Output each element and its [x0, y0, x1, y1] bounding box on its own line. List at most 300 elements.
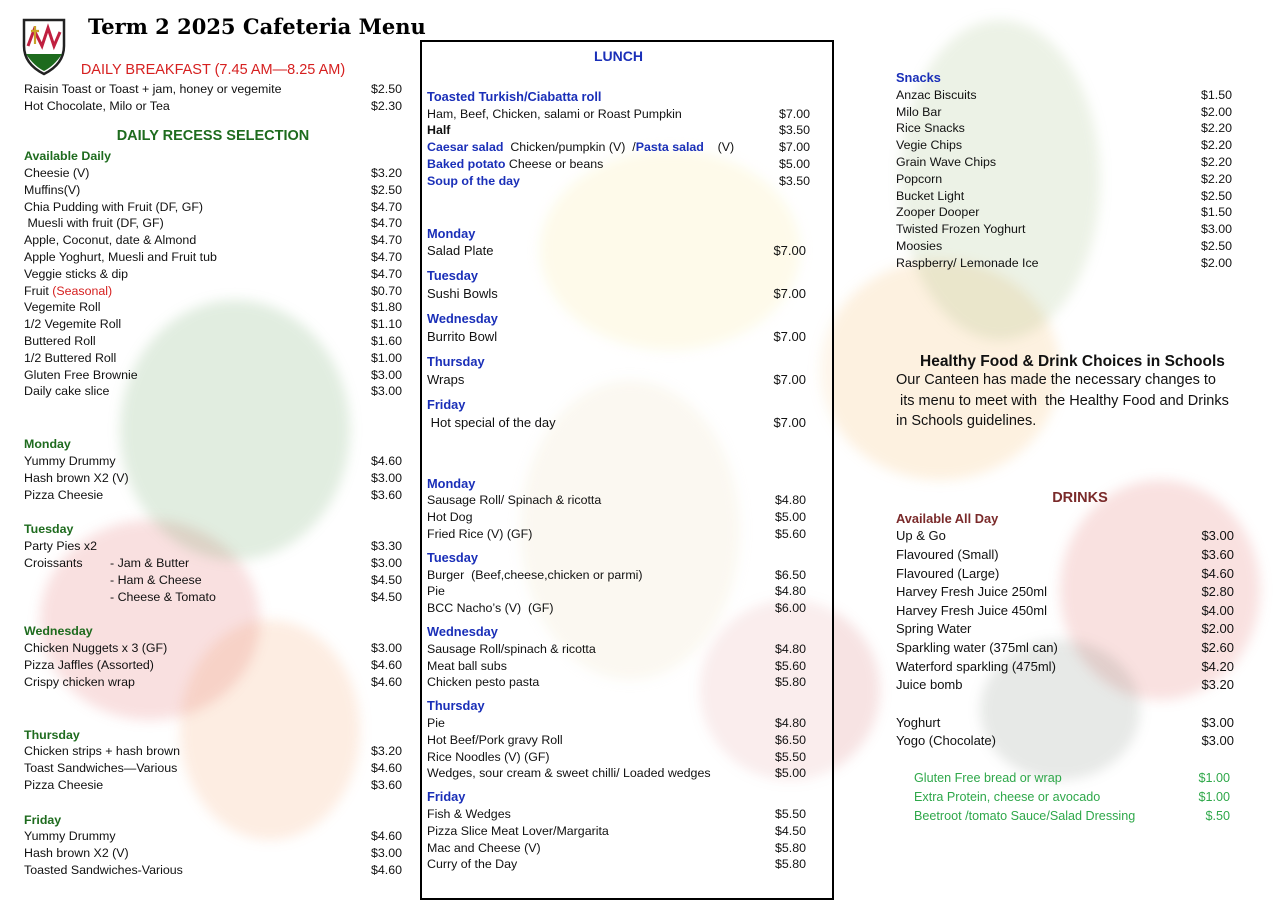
menu-item — [24, 845, 402, 862]
item-price: $5.60 — [774, 526, 806, 541]
healthy-heading: Healthy Food & Drink Choices in Schools — [920, 352, 1225, 370]
item-price: $3.00 — [370, 555, 402, 570]
item-price: $1.50 — [1200, 87, 1232, 102]
menu-item — [24, 249, 402, 266]
snacks-list — [896, 87, 1232, 272]
menu-item — [427, 173, 810, 190]
item-price: $7.00 — [778, 140, 810, 155]
item-price: $4.80 — [774, 641, 806, 656]
menu-item — [427, 658, 810, 675]
menu-item — [896, 87, 1232, 104]
menu-item — [427, 526, 810, 543]
menu-item — [427, 156, 810, 173]
item-price: $4.80 — [774, 715, 806, 730]
wednesday-label: Wednesday — [24, 624, 93, 639]
item-name: Vegie Chips — [896, 138, 963, 153]
item-name: Milo Bar — [896, 104, 942, 119]
item-price: $2.80 — [1201, 584, 1234, 600]
menu-item — [896, 639, 1234, 658]
item-name: Wedges, sour cream & sweet chilli/ Loaded wedges — [427, 766, 711, 781]
item-name: - Cheese & Tomato — [110, 589, 216, 604]
item-name: Sushi Bowls — [427, 286, 498, 302]
item-note: (V) — [703, 140, 735, 155]
item-name: Hash brown X2 (V) — [24, 470, 129, 485]
drinks-list — [896, 527, 1234, 694]
menu-item — [896, 120, 1232, 137]
menu-item — [24, 299, 402, 316]
item-price: $5.00 — [774, 510, 806, 525]
menu-item — [896, 171, 1232, 188]
baked-potato-label: Baked potato — [427, 156, 506, 171]
lunch-day-label: Monday — [427, 475, 476, 491]
item-name: Veggie sticks & dip — [24, 266, 129, 281]
item-name: Apple, Coconut, date & Almond — [24, 233, 197, 248]
item-name: Sparkling water (375ml can) — [896, 640, 1058, 656]
item-price: $4.70 — [370, 249, 402, 264]
menu-item — [24, 350, 402, 367]
menu-item — [914, 769, 1230, 788]
menu-item — [427, 371, 810, 389]
item-price: $3.00 — [370, 470, 402, 485]
item-name: Flavoured (Small) — [896, 547, 999, 563]
menu-item — [427, 600, 810, 617]
item-price: $1.80 — [370, 300, 402, 315]
menu-item — [427, 567, 810, 584]
friday-label: Friday — [24, 812, 62, 827]
item-price: $4.20 — [1201, 658, 1234, 674]
menu-item — [24, 572, 402, 589]
item-name: Fried Rice (V) (GF) — [427, 526, 533, 541]
item-price: $3.50 — [778, 173, 810, 188]
menu-item — [896, 154, 1232, 171]
breakfast-list — [24, 81, 402, 115]
item-price: $3.20 — [1201, 677, 1234, 693]
item-price: $4.60 — [370, 453, 402, 468]
available-all-day-label: Available All Day — [896, 510, 999, 526]
menu-item — [24, 333, 402, 350]
lunch-day-label: Friday — [427, 396, 466, 412]
item-price: $5.00 — [774, 766, 806, 781]
breakfast-recess-column — [24, 62, 402, 879]
healthy-line: in Schools guidelines. — [896, 413, 1037, 430]
menu-item — [427, 856, 810, 873]
menu-item — [427, 242, 810, 260]
menu-item — [24, 743, 402, 760]
item-name: Pie — [427, 715, 445, 730]
item-price: $2.50 — [370, 81, 402, 96]
item-name: Half — [427, 123, 451, 138]
item-name: Hot Dog — [427, 510, 473, 525]
menu-item — [427, 806, 810, 823]
recess-monday-list — [24, 453, 402, 503]
item-price: $5.50 — [774, 806, 806, 821]
menu-item — [896, 137, 1232, 154]
item-name: Vegemite Roll — [24, 300, 101, 315]
item-price: $1.60 — [370, 333, 402, 348]
item-name: Meat ball subs — [427, 658, 507, 673]
item-price: $3.00 — [1200, 222, 1232, 237]
healthy-line: its menu to meet with the Healthy Food and Drinks — [896, 392, 1229, 409]
item-name: Juice bomb — [896, 677, 963, 693]
item-price: $2.00 — [1200, 255, 1232, 270]
item-price: $2.50 — [1200, 238, 1232, 253]
item-name: Cheesie (V) — [24, 165, 90, 180]
caesar-salad-label: Caesar salad — [427, 140, 504, 155]
menu-item — [24, 657, 402, 674]
item-price: $3.60 — [1201, 547, 1234, 563]
item-price: $3.00 — [370, 384, 402, 399]
menu-item — [427, 509, 810, 526]
item-price: $7.00 — [773, 371, 806, 387]
item-name: Rice Noodles (V) (GF) — [427, 749, 550, 764]
item-price: $5.00 — [778, 156, 810, 171]
menu-item — [24, 316, 402, 333]
menu-item — [24, 266, 402, 283]
item-name: Toast Sandwiches—Various — [24, 761, 178, 776]
item-price: $3.00 — [1201, 528, 1234, 544]
item-name: Wraps — [427, 371, 465, 387]
item-name: Grain Wave Chips — [896, 154, 997, 169]
menu-item — [427, 285, 810, 303]
item-name: Ham, Beef, Chicken, salami or Roast Pumpkin — [427, 106, 682, 121]
item-name: Flavoured (Large) — [896, 565, 1000, 581]
drinks-heading: DRINKS — [1052, 489, 1108, 506]
lunch-day-label: Wednesday — [427, 623, 498, 639]
item-name: Mac and Cheese (V) — [427, 840, 541, 855]
item-name: Sausage Roll/ Spinach & ricotta — [427, 493, 602, 508]
item-price: $2.00 — [1200, 104, 1232, 119]
item-name: Bucket Light — [896, 188, 965, 203]
lunch-day-label: Friday — [427, 789, 466, 805]
item-price: $1.00 — [1198, 789, 1230, 804]
extras-list — [896, 769, 1230, 825]
item-price: $1.00 — [370, 350, 402, 365]
recess-wednesday-list — [24, 640, 402, 690]
item-name: Chicken pesto pasta — [427, 675, 540, 690]
item-price: $7.00 — [773, 328, 806, 344]
menu-item — [896, 583, 1234, 602]
item-name: Chicken strips + hash brown — [24, 744, 180, 759]
item-price: $3.60 — [370, 777, 402, 792]
item-name: Moosies — [896, 238, 943, 253]
menu-item — [24, 199, 402, 216]
item-price: $3.30 — [370, 539, 402, 554]
menu-item — [24, 165, 402, 182]
item-name: Pizza Cheesie — [24, 777, 104, 792]
menu-item — [896, 565, 1234, 584]
item-price: $3.20 — [370, 165, 402, 180]
snacks-label: Snacks — [896, 70, 941, 85]
item-name: Burger (Beef,cheese,chicken or parmi) — [427, 567, 643, 582]
page-title: Term 2 2025 Cafeteria Menu — [88, 14, 426, 39]
item-price: $3.00 — [1201, 714, 1234, 730]
menu-item — [896, 658, 1234, 677]
menu-item — [24, 674, 402, 691]
menu-item — [896, 188, 1232, 205]
menu-item — [24, 215, 402, 232]
item-name: Muesli with fruit (DF, GF) — [24, 216, 164, 231]
item-price: $2.20 — [1200, 121, 1232, 136]
item-price: $5.60 — [774, 658, 806, 673]
item-name: Waterford sparkling (475ml) — [896, 658, 1056, 674]
item-name: Muffins(V) — [24, 182, 81, 197]
item-price: $1.10 — [370, 317, 402, 332]
item-price: $5.80 — [774, 857, 806, 872]
item-name: Harvey Fresh Juice 450ml — [896, 602, 1047, 618]
lunch-panel — [420, 40, 834, 900]
item-price: $.50 — [1205, 808, 1230, 823]
item-name: - Jam & Butter — [110, 555, 190, 570]
recess-available-list — [24, 165, 402, 400]
menu-item — [24, 453, 402, 470]
snacks-drinks-column — [896, 70, 1236, 825]
breakfast-heading: DAILY BREAKFAST (7.45 AM—8.25 AM) — [80, 62, 346, 78]
item-name: Curry of the Day — [427, 857, 518, 872]
item-price: $7.00 — [773, 414, 806, 430]
toasted-roll-label: Toasted Turkish/Ciabatta roll — [427, 88, 602, 104]
menu-item — [896, 221, 1232, 238]
item-price: $2.20 — [1200, 138, 1232, 153]
item-name: Pizza Jaffles (Assorted) — [24, 657, 154, 672]
item-price: $1.00 — [1198, 770, 1230, 785]
item-note: (Seasonal) — [48, 283, 113, 298]
menu-item — [427, 765, 810, 782]
pasta-salad-label: Pasta salad — [635, 140, 704, 155]
menu-item — [427, 414, 810, 432]
item-name: Fish & Wedges — [427, 806, 511, 821]
item-price: $4.80 — [774, 493, 806, 508]
item-name: Daily cake slice — [24, 384, 110, 399]
item-price: $4.50 — [774, 823, 806, 838]
item-name: Party Pies x2 — [24, 539, 97, 554]
item-name: Sausage Roll/spinach & ricotta — [427, 641, 596, 656]
item-name: Chicken/pumpkin (V) / — [503, 140, 636, 155]
item-name: Pizza Slice Meat Lover/Margarita — [427, 823, 609, 838]
menu-item — [896, 104, 1232, 121]
item-price: $2.00 — [1201, 621, 1234, 637]
item-name: Hot special of the day — [427, 414, 556, 430]
item-price: $4.60 — [1201, 565, 1234, 581]
item-name: Apple Yoghurt, Muesli and Fruit tub — [24, 249, 217, 264]
menu-item — [896, 255, 1232, 272]
tuesday-label: Tuesday — [24, 522, 74, 537]
menu-item — [24, 828, 402, 845]
item-name: Twisted Frozen Yoghurt — [896, 222, 1026, 237]
menu-item — [427, 715, 810, 732]
item-price: $3.20 — [370, 744, 402, 759]
item-price: $2.60 — [1201, 640, 1234, 656]
recess-friday-list — [24, 828, 402, 878]
item-name: Spring Water — [896, 621, 972, 637]
item-price: $3.50 — [778, 123, 810, 138]
item-name: Hot Beef/Pork gravy Roll — [427, 732, 563, 747]
item-price: $3.00 — [1201, 733, 1234, 749]
item-price: $4.60 — [370, 657, 402, 672]
item-price: $5.80 — [774, 675, 806, 690]
item-name: Hot Chocolate, Milo or Tea — [24, 98, 170, 113]
lunch-day-label: Monday — [427, 225, 476, 241]
item-price: $3.00 — [370, 641, 402, 656]
item-name: Toasted Sandwiches-Various — [24, 863, 183, 878]
menu-item — [896, 676, 1234, 695]
item-price: $7.00 — [773, 286, 806, 302]
item-name: Soup of the day — [427, 173, 520, 188]
item-name: Gluten Free bread or wrap — [914, 770, 1062, 785]
item-name: Pizza Cheesie — [24, 487, 104, 502]
menu-item — [427, 139, 810, 156]
item-price: $3.00 — [370, 846, 402, 861]
menu-item — [24, 555, 402, 572]
item-price: $1.50 — [1200, 205, 1232, 220]
menu-item — [427, 641, 810, 658]
lunch-daily-specials — [427, 226, 810, 432]
item-price: $2.50 — [1200, 188, 1232, 203]
healthy-line: Our Canteen has made the necessary changes to — [896, 372, 1216, 389]
item-name: Harvey Fresh Juice 250ml — [896, 584, 1047, 600]
menu-item — [427, 492, 810, 509]
recess-heading: DAILY RECESS SELECTION — [116, 128, 310, 145]
item-name: Chia Pudding with Fruit (DF, GF) — [24, 199, 204, 214]
item-price: $4.60 — [370, 674, 402, 689]
yoghurt-list — [896, 714, 1234, 751]
item-price: $4.00 — [1201, 602, 1234, 618]
menu-item — [427, 749, 810, 766]
item-price: $2.20 — [1200, 171, 1232, 186]
menu-item — [896, 714, 1234, 733]
menu-item — [24, 777, 402, 794]
menu-item — [896, 204, 1232, 221]
lunch-day-label: Wednesday — [427, 311, 498, 327]
item-price: $6.00 — [774, 601, 806, 616]
item-price: $4.60 — [370, 761, 402, 776]
lunch-day-label: Thursday — [427, 353, 485, 369]
menu-item — [914, 788, 1230, 807]
item-price: $7.00 — [778, 106, 810, 121]
lunch-heading: LUNCH — [594, 48, 643, 64]
item-price: $4.70 — [370, 199, 402, 214]
item-name: Popcorn — [896, 171, 943, 186]
item-price: $3.00 — [370, 367, 402, 382]
item-name: Hash brown X2 (V) — [24, 846, 129, 861]
menu-item — [896, 527, 1234, 546]
item-name: Yummy Drummy — [24, 829, 116, 844]
menu-item — [24, 367, 402, 384]
item-price: $4.80 — [774, 584, 806, 599]
item-price: $4.70 — [370, 266, 402, 281]
item-name: Crispy chicken wrap — [24, 674, 135, 689]
recess-thursday-list — [24, 743, 402, 793]
menu-item — [896, 546, 1234, 565]
item-name: Yogo (Chocolate) — [896, 733, 996, 749]
thursday-label: Thursday — [24, 727, 80, 742]
menu-item — [24, 862, 402, 879]
menu-item — [427, 823, 810, 840]
item-name: Burrito Bowl — [427, 328, 498, 344]
menu-item — [24, 232, 402, 249]
item-price: $4.70 — [370, 216, 402, 231]
item-name: Gluten Free Brownie — [24, 367, 138, 382]
item-price: $3.60 — [370, 487, 402, 502]
item-price: $4.60 — [370, 863, 402, 878]
item-name: Rice Snacks — [896, 121, 965, 136]
menu-item — [427, 122, 810, 139]
monday-label: Monday — [24, 437, 71, 452]
menu-item — [24, 470, 402, 487]
menu-item — [24, 487, 402, 504]
item-price: $5.80 — [774, 840, 806, 855]
lunch-day-label: Tuesday — [427, 268, 478, 284]
menu-item — [896, 732, 1234, 751]
menu-item — [24, 98, 402, 115]
item-price: $6.50 — [774, 567, 806, 582]
menu-item — [24, 760, 402, 777]
available-daily-label: Available Daily — [24, 149, 112, 164]
item-name: Beetroot /tomato Sauce/Salad Dressing — [914, 808, 1136, 823]
menu-item — [24, 538, 402, 555]
item-name: - Ham & Cheese — [110, 572, 202, 587]
menu-item — [24, 640, 402, 657]
menu-item — [24, 81, 402, 98]
item-name: Extra Protein, cheese or avocado — [914, 789, 1101, 804]
menu-item — [896, 238, 1232, 255]
item-price: $2.20 — [1200, 154, 1232, 169]
menu-item — [24, 589, 402, 606]
menu-item — [427, 106, 810, 123]
item-price: $4.50 — [370, 589, 402, 604]
item-name: Raisin Toast or Toast + jam, honey or vegemite — [24, 81, 282, 96]
item-name: Anzac Biscuits — [896, 87, 977, 102]
item-name: Zooper Dooper — [896, 205, 980, 220]
menu-item — [896, 602, 1234, 621]
item-name: Cheese or beans — [505, 156, 604, 171]
item-price: $7.00 — [773, 243, 806, 259]
item-name: Salad Plate — [427, 243, 494, 259]
menu-item — [427, 328, 810, 346]
item-name: Pie — [427, 584, 445, 599]
lunch-hot-food — [427, 476, 810, 874]
item-price: $6.50 — [774, 732, 806, 747]
item-name: BCC Nacho’s (V) (GF) — [427, 601, 554, 616]
item-price: $0.70 — [370, 283, 402, 298]
menu-item — [427, 583, 810, 600]
item-price: $5.50 — [774, 749, 806, 764]
item-price: $4.70 — [370, 233, 402, 248]
menu-item — [24, 182, 402, 199]
item-name: Yoghurt — [896, 714, 941, 730]
item-price: $4.60 — [370, 829, 402, 844]
menu-item — [914, 807, 1230, 826]
item-name: Chicken Nuggets x 3 (GF) — [24, 641, 168, 656]
menu-item — [896, 620, 1234, 639]
lunch-day-label: Thursday — [427, 698, 485, 714]
item-name: Fruit (Seasonal) — [24, 283, 113, 298]
item-name: Buttered Roll — [24, 333, 96, 348]
menu-item — [24, 383, 402, 400]
item-name: Up & Go — [896, 528, 946, 544]
healthy-text — [896, 370, 1236, 432]
lunch-day-label: Tuesday — [427, 549, 478, 565]
menu-item — [427, 732, 810, 749]
item-name: 1/2 Buttered Roll — [24, 350, 117, 365]
item-name: 1/2 Vegemite Roll — [24, 317, 122, 332]
item-name: Yummy Drummy — [24, 453, 116, 468]
item-price: $2.30 — [370, 98, 402, 113]
item-name: Raspberry/ Lemonade Ice — [896, 255, 1039, 270]
item-price: $4.50 — [370, 572, 402, 587]
croissants-label: Croissants — [24, 555, 83, 570]
item-price: $2.50 — [370, 182, 402, 197]
menu-item — [427, 674, 810, 691]
